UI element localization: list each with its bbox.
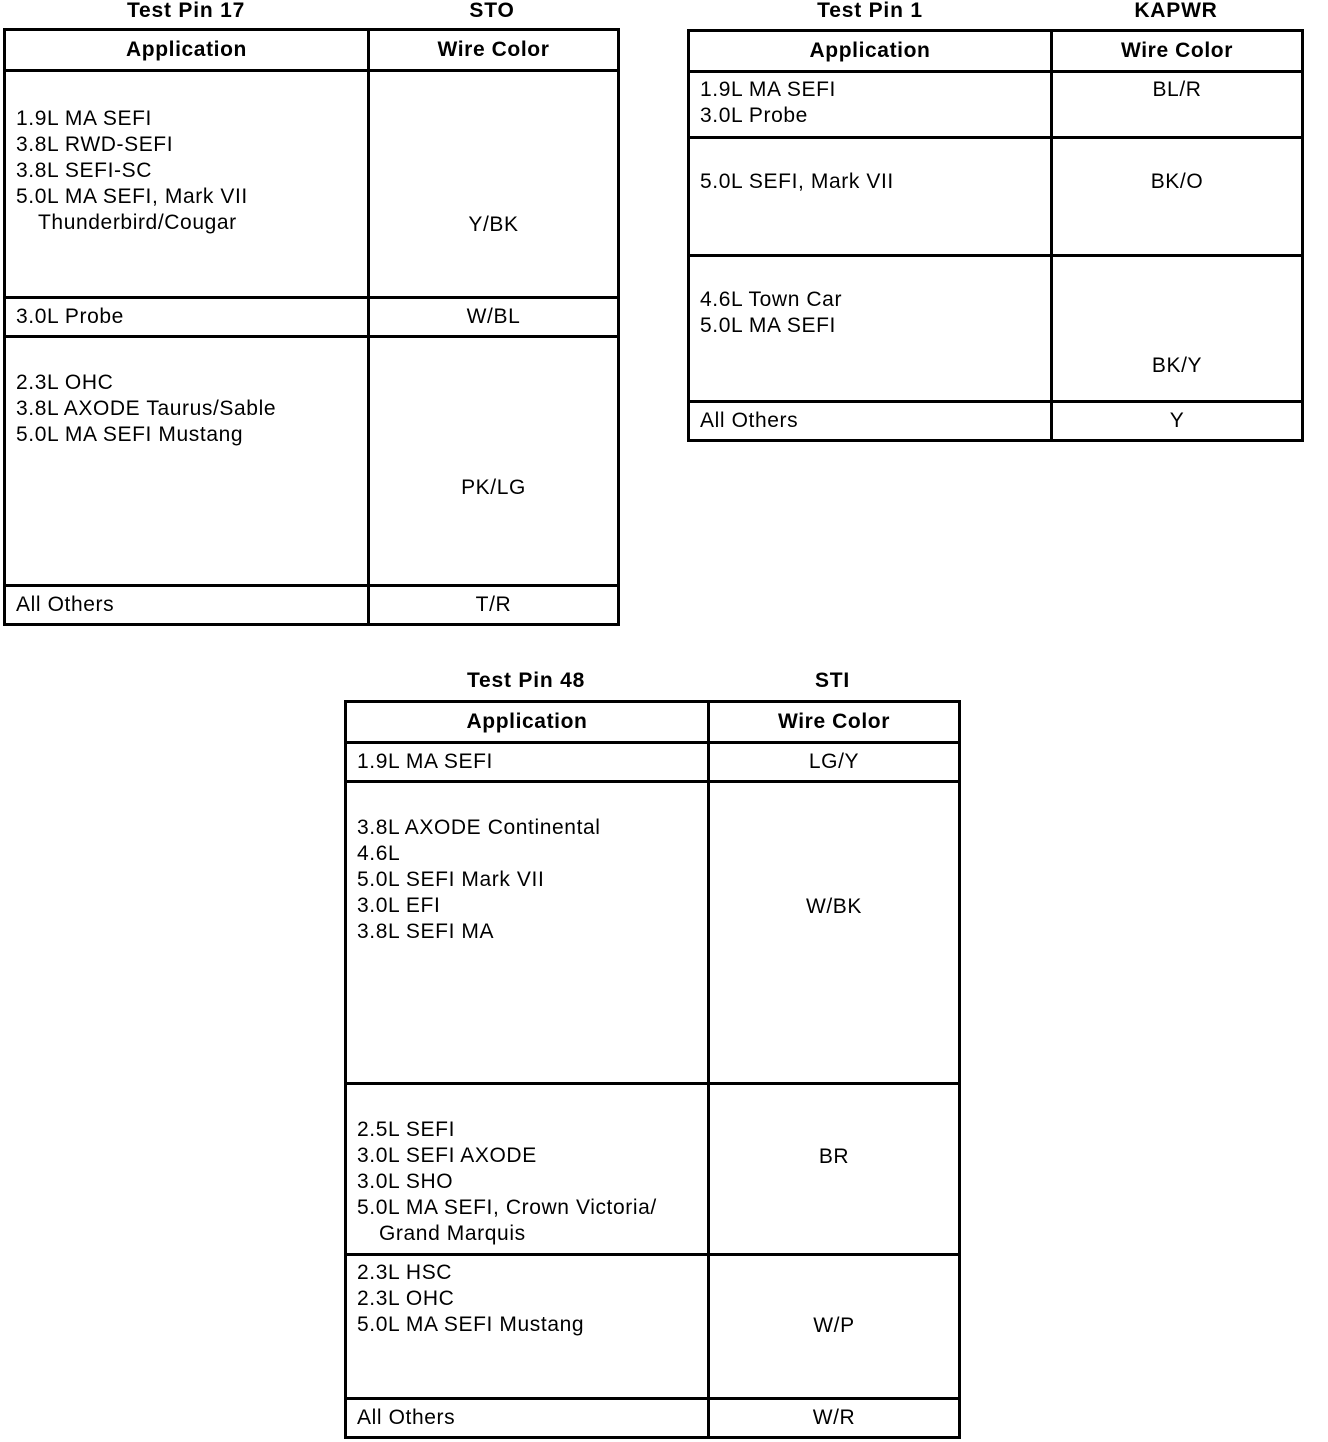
table-row	[689, 72, 1303, 138]
application-line: 3.0L Probe	[700, 104, 808, 127]
wire-color-header: Wire Color	[369, 30, 619, 71]
wire-color-cell: W/P	[709, 1255, 960, 1399]
wire-color-header: Wire Color	[1052, 31, 1303, 72]
application-cell	[689, 256, 1052, 402]
application-cell	[689, 402, 1052, 441]
table-row	[5, 298, 619, 337]
application-line: 3.8L SEFI-SC	[16, 159, 152, 182]
application-cell	[346, 782, 709, 1084]
table-row	[689, 256, 1303, 402]
wire-color-cell: PK/LG	[369, 337, 619, 586]
table-row	[346, 1255, 960, 1399]
table-row	[346, 782, 960, 1084]
table-row	[5, 71, 619, 298]
test-pin-label: Test Pin 17	[126, 0, 246, 22]
application-line: 2.3L OHC	[16, 371, 114, 394]
application-line: 5.0L MA SEFI, Crown Victoria/	[357, 1196, 657, 1219]
application-cell	[5, 71, 369, 298]
application-line: 3.8L AXODE Continental	[357, 816, 601, 839]
table-row	[346, 1399, 960, 1438]
application-line: 3.0L EFI	[357, 894, 441, 917]
application-line: 5.0L MA SEFI Mustang	[357, 1313, 585, 1336]
application-cell	[346, 1399, 709, 1438]
application-line: Grand Marquis	[379, 1222, 526, 1245]
application-cell	[346, 1084, 709, 1255]
wire-color-table	[3, 28, 620, 626]
application-line: 1.9L MA SEFI	[16, 107, 152, 130]
application-line: 1.9L MA SEFI	[357, 750, 493, 773]
wire-color-cell: BK/Y	[1052, 256, 1303, 402]
wire-color-cell: W/BL	[369, 298, 619, 337]
application-line: 3.0L SEFI AXODE	[357, 1144, 537, 1167]
application-header: Application	[5, 30, 369, 71]
application-line: 1.9L MA SEFI	[700, 78, 836, 101]
kapwr-wire-table-block	[684, 0, 1304, 445]
wire-color-table	[344, 700, 961, 1439]
wire-color-cell: T/R	[369, 586, 619, 625]
application-cell	[5, 337, 369, 586]
wire-color-table	[687, 29, 1304, 442]
application-line: 5.0L MA SEFI, Mark VII	[16, 185, 248, 208]
signal-label: KAPWR	[1134, 0, 1218, 22]
sto-wire-table-block	[0, 0, 620, 625]
wire-color-cell: Y/BK	[369, 71, 619, 298]
wire-color-cell: BR	[709, 1084, 960, 1255]
test-pin-label: Test Pin 1	[817, 0, 923, 22]
application-cell	[689, 72, 1052, 138]
application-line: 2.3L OHC	[357, 1287, 455, 1310]
sti-wire-table-block	[340, 670, 964, 1442]
wire-color-cell: BL/R	[1052, 72, 1303, 138]
application-header: Application	[689, 31, 1052, 72]
application-line: 4.6L	[357, 842, 401, 865]
application-line: 3.8L SEFI MA	[357, 920, 495, 943]
application-line: 5.0L MA SEFI	[700, 314, 836, 337]
application-line: All Others	[16, 593, 115, 616]
application-line: 3.8L RWD-SEFI	[16, 133, 174, 156]
application-line: 5.0L SEFI Mark VII	[357, 868, 545, 891]
wire-color-header: Wire Color	[709, 702, 960, 743]
application-line: 2.5L SEFI	[357, 1118, 456, 1141]
application-line: 4.6L Town Car	[700, 288, 843, 311]
application-line: 2.3L HSC	[357, 1261, 453, 1284]
application-line: 3.8L AXODE Taurus/Sable	[16, 397, 277, 420]
application-header: Application	[346, 702, 709, 743]
table-row	[689, 402, 1303, 441]
table-row	[346, 1084, 960, 1255]
wire-color-cell: W/R	[709, 1399, 960, 1438]
signal-label: STI	[814, 669, 851, 692]
wire-color-cell: LG/Y	[709, 743, 960, 782]
application-cell	[5, 586, 369, 625]
wire-color-cell: BK/O	[1052, 138, 1303, 256]
wire-color-cell: Y	[1052, 402, 1303, 441]
application-line: 5.0L MA SEFI Mustang	[16, 423, 244, 446]
test-pin-label: Test Pin 48	[466, 669, 586, 692]
table-row	[5, 337, 619, 586]
application-cell	[346, 743, 709, 782]
application-line: All Others	[700, 409, 799, 432]
table-row	[346, 743, 960, 782]
application-line: 3.0L SHO	[357, 1170, 454, 1193]
application-line: Thunderbird/Cougar	[38, 211, 237, 234]
application-line: 5.0L SEFI, Mark VII	[700, 170, 894, 193]
signal-label: STO	[469, 0, 515, 22]
table-row	[689, 138, 1303, 256]
application-cell	[5, 298, 369, 337]
application-cell	[346, 1255, 709, 1399]
table-row	[5, 586, 619, 625]
application-line: All Others	[357, 1406, 456, 1429]
application-cell	[689, 138, 1052, 256]
wire-color-cell: W/BK	[709, 782, 960, 1084]
application-line: 3.0L Probe	[16, 305, 124, 328]
